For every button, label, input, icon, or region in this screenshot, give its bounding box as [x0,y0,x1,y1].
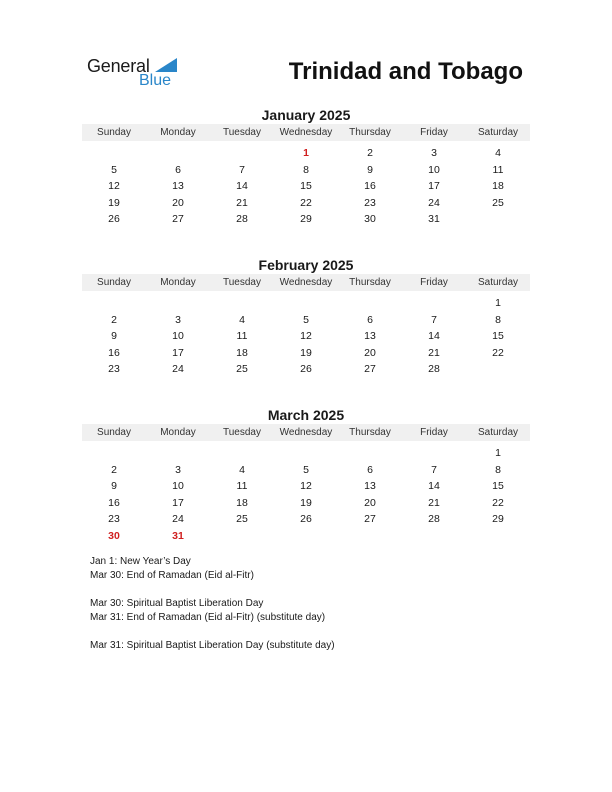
day-cell: 6 [175,163,181,176]
day-cell: 6 [367,463,373,476]
day-cell: 15 [300,180,312,193]
month-calendar [82,256,530,378]
month-title: February 2025 [258,257,354,273]
day-cell: 3 [175,463,181,476]
day-cell: 7 [239,163,245,176]
month-calendar [82,106,530,228]
day-cell [146,145,210,162]
week-row [82,312,530,329]
holiday-note: Mar 30: End of Ramadan (Eid al-Fitr) [90,570,254,581]
day-cell: 9 [111,330,117,343]
day-cell [466,211,530,228]
day-cell: 12 [108,180,120,193]
month-title: March 2025 [267,407,345,423]
day-cell: 9 [111,480,117,493]
day-cell: 5 [111,163,117,176]
day-cell: 14 [428,330,440,343]
week-row [82,328,530,345]
day-cell [466,528,530,545]
holiday-note: Mar 30: Spiritual Baptist Liberation Day [90,598,264,609]
day-cell: 14 [236,180,248,193]
day-cell [210,295,274,312]
day-cell [82,145,146,162]
day-cell: 8 [303,163,309,176]
week-row [82,361,530,378]
day-cell [338,528,402,545]
day-cell: 24 [172,363,184,376]
week-row [82,162,530,179]
day-cell [402,445,466,462]
day-cell [82,295,146,312]
day-cell [402,528,466,545]
day-cell: 13 [364,480,376,493]
week-row [82,462,530,479]
country-title: Trinidad and Tobago [288,58,523,85]
day-cell: 24 [172,513,184,526]
day-cell [146,295,210,312]
day-cell: 3 [175,313,181,326]
day-cell [338,445,402,462]
weekday-header-row [82,274,530,291]
day-cell: 14 [428,480,440,493]
day-cell [82,445,146,462]
day-cell: 27 [364,363,376,376]
day-cell: 23 [108,363,120,376]
day-cell: 16 [108,346,120,359]
day-cell: 17 [428,180,440,193]
weekday-header-row [82,124,530,141]
day-cell: 21 [236,196,248,209]
weekday-label: Wednesday [279,427,333,438]
day-cell: 16 [364,180,376,193]
day-cell: 7 [431,313,437,326]
day-cell [466,361,530,378]
day-cell: 19 [300,346,312,359]
day-cell: 17 [172,346,184,359]
day-cell: 10 [428,163,440,176]
week-row [82,495,530,512]
weekday-label: Thursday [349,127,391,138]
weekday-label: Friday [420,427,448,438]
day-cell: 20 [364,346,376,359]
week-row [82,511,530,528]
day-cell: 3 [431,147,437,159]
weekday-label: Sunday [97,277,131,288]
week-row [82,211,530,228]
day-cell: 18 [492,180,504,193]
day-cell: 11 [492,163,504,176]
day-cell: 26 [300,513,312,526]
day-cell: 8 [495,463,501,476]
month-calendar [82,406,530,545]
week-row [82,445,530,462]
day-cell: 21 [428,496,440,509]
day-cell: 20 [364,496,376,509]
day-cell: 11 [236,480,248,493]
day-cell: 1 [495,297,501,309]
weekday-label: Friday [420,127,448,138]
day-cell: 29 [300,213,312,226]
day-cell: 25 [236,513,248,526]
day-cell: 23 [364,196,376,209]
weekday-label: Thursday [349,427,391,438]
day-cell [146,445,210,462]
day-cell: 2 [111,463,117,476]
holiday-note: Jan 1: New Year’s Day [90,556,191,567]
day-cell: 20 [172,196,184,209]
weekday-label: Saturday [477,277,519,288]
week-row [82,145,530,162]
generalblue-logo [87,56,187,92]
day-cell [210,528,274,545]
day-cell: 4 [239,463,245,476]
day-cell [274,445,338,462]
day-cell: 2 [367,147,373,159]
weekday-label: Sunday [97,427,131,438]
weekday-label: Monday [160,127,196,138]
weekday-label: Friday [420,277,448,288]
weekday-label: Wednesday [279,277,333,288]
day-cell: 25 [236,363,248,376]
day-cell: 6 [367,313,373,326]
day-cell [402,295,466,312]
day-cell: 28 [428,363,440,376]
week-row [82,295,530,312]
day-cell: 18 [236,346,248,359]
day-cell: 16 [108,496,120,509]
month-title: January 2025 [261,107,351,123]
day-cell: 13 [364,330,376,343]
weekday-label: Wednesday [279,127,333,138]
day-cell: 4 [495,147,501,159]
day-cell [210,145,274,162]
day-cell: 5 [303,313,309,326]
weekday-header-row [82,424,530,441]
day-cell: 19 [108,196,120,209]
day-cell: 28 [236,213,248,226]
week-row [82,195,530,212]
day-cell: 22 [492,496,504,509]
week-row [82,178,530,195]
holiday-day-cell: 31 [172,529,184,542]
day-cell: 5 [303,463,309,476]
week-row [82,345,530,362]
day-cell: 1 [495,447,501,459]
day-cell [274,528,338,545]
holiday-notes [90,555,340,653]
day-cell: 21 [428,346,440,359]
day-cell: 15 [492,330,504,343]
day-cell: 27 [364,513,376,526]
day-cell: 22 [492,346,504,359]
logo-general-text: General [87,56,150,76]
day-cell: 29 [492,513,504,526]
day-cell: 15 [492,480,504,493]
day-cell: 17 [172,496,184,509]
day-cell: 10 [172,330,184,343]
day-cell: 24 [428,196,440,209]
day-cell [210,445,274,462]
holiday-day-cell: 30 [108,529,120,542]
weekday-label: Tuesday [223,127,261,138]
day-cell: 8 [495,313,501,326]
day-cell: 27 [172,213,184,226]
holiday-note: Mar 31: End of Ramadan (Eid al-Fitr) (substitute day) [90,612,326,623]
holiday-day-cell: 1 [303,147,309,159]
day-cell: 11 [236,330,248,343]
day-cell: 26 [108,213,120,226]
day-cell: 19 [300,496,312,509]
weekday-label: Saturday [477,127,519,138]
day-cell: 12 [300,480,312,493]
weekday-label: Thursday [349,277,391,288]
day-cell: 9 [367,163,373,176]
weekday-label: Monday [160,277,196,288]
day-cell: 30 [364,213,376,226]
day-cell: 18 [236,496,248,509]
day-cell: 31 [428,213,440,226]
week-row [82,478,530,495]
week-row [82,528,530,545]
weekday-label: Saturday [477,427,519,438]
day-cell: 26 [300,363,312,376]
day-cell: 13 [172,180,184,193]
weekday-label: Tuesday [223,277,261,288]
weekday-label: Monday [160,427,196,438]
weekday-label: Tuesday [223,427,261,438]
day-cell: 22 [300,196,312,209]
day-cell: 4 [239,313,245,326]
logo-blue-text: Blue [139,72,172,89]
day-cell [274,295,338,312]
day-cell: 10 [172,480,184,493]
day-cell [338,295,402,312]
weekday-label: Sunday [97,127,131,138]
day-cell: 7 [431,463,437,476]
logo-triangle-icon [155,58,177,72]
day-cell: 25 [492,196,504,209]
day-cell: 12 [300,330,312,343]
day-cell: 28 [428,513,440,526]
holiday-note: Mar 31: Spiritual Baptist Liberation Day (substitute day) [90,640,335,651]
day-cell: 2 [111,313,117,326]
day-cell: 23 [108,513,120,526]
